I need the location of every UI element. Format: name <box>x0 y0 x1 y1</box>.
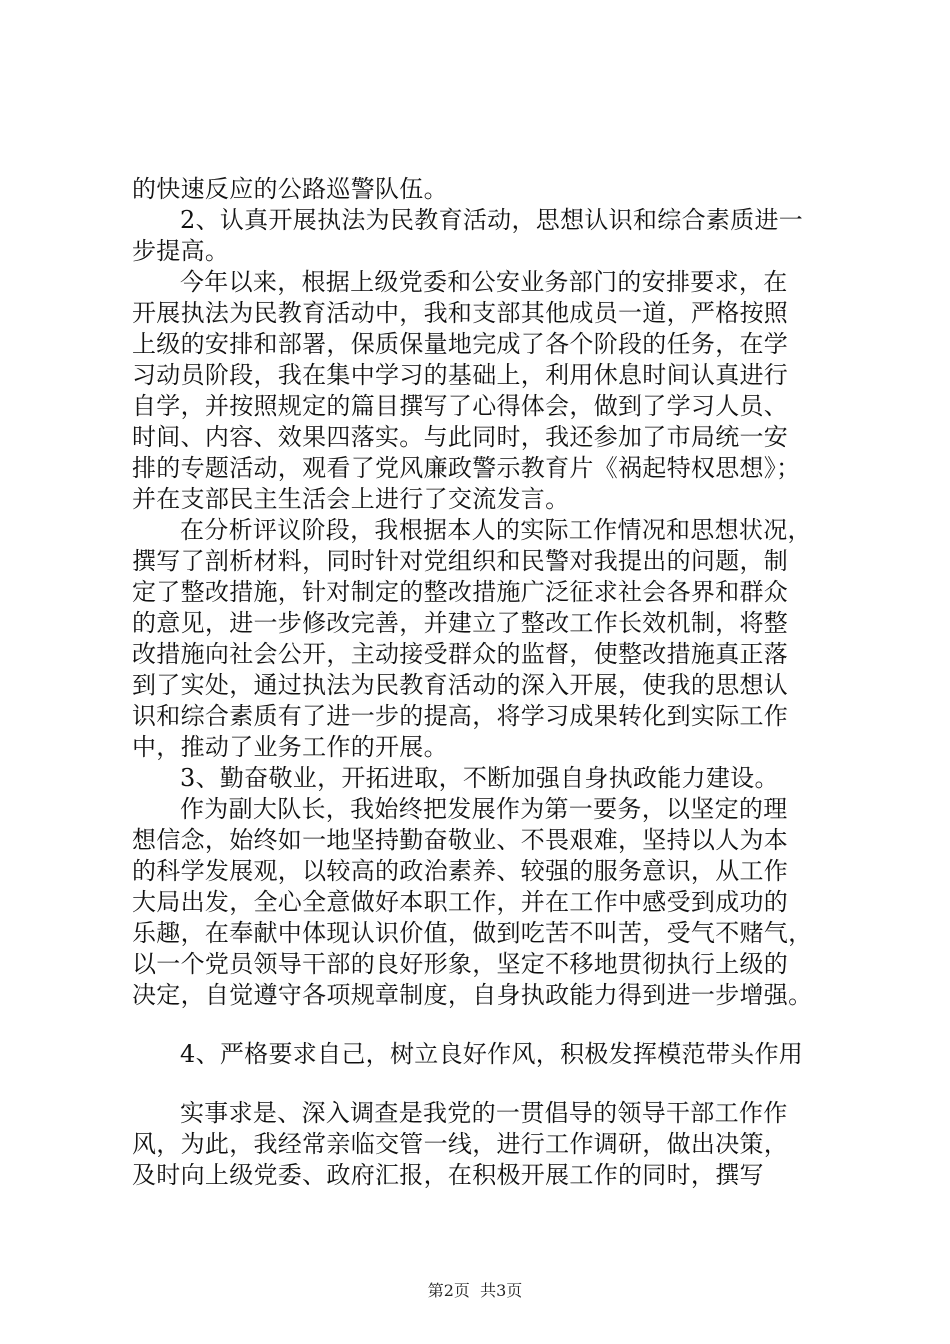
section-heading: 4、严格要求自己，树立良好作风，积极发挥模范带头作用 <box>180 1040 804 1068</box>
text-line: 决定，自觉遵守各项规章制度，自身执政能力得到进一步增强。 <box>132 981 813 1009</box>
text-line: 改措施向社会公开，主动接受群众的监督，使整改措施真正落 <box>132 640 789 668</box>
text-line: 撰写了剖析材料，同时针对党组织和民警对我提出的问题，制 <box>132 547 789 575</box>
text-line: 时间、内容、效果四落实。与此同时，我还参加了市局统一安 <box>132 423 789 451</box>
text-line: 大局出发，全心全意做好本职工作，并在工作中感受到成功的 <box>132 888 789 916</box>
text-line: 及时向上级党委、政府汇报，在积极开展工作的同时，撰写 <box>132 1161 764 1189</box>
text-line: 步提高。 <box>132 237 230 265</box>
text-line: 的快速反应的公路巡警队伍。 <box>132 175 448 203</box>
paragraph-start: 实事求是、深入调查是我党的一贯倡导的领导干部工作作 <box>180 1099 788 1127</box>
text-line: 想信念，始终如一地坚持勤奋敬业、不畏艰难，坚持以人为本 <box>132 826 789 854</box>
section-heading: 3、勤奋敬业，开拓进取，不断加强自身执政能力建设。 <box>180 764 779 792</box>
spacer <box>132 1011 832 1039</box>
section-heading: 2、认真开展执法为民教育活动，思想认识和综合素质进一 <box>180 206 804 234</box>
text-line: 的科学发展观，以较高的政治素养、较强的服务意识，从工作 <box>132 857 789 885</box>
text-line: 到了实处，通过执法为民教育活动的深入开展，使我的思想认 <box>132 671 789 699</box>
paragraph-start: 在分析评议阶段，我根据本人的实际工作情况和思想状况， <box>180 516 812 544</box>
text-line: 排的专题活动，观看了党风廉政警示教育片《祸起特权思想》； <box>132 454 801 482</box>
text-line: 上级的安排和部署，保质保量地完成了各个阶段的任务，在学 <box>132 330 789 358</box>
text-line: 习动员阶段，我在集中学习的基础上，利用休息时间认真进行 <box>132 361 789 389</box>
text-line: 开展执法为民教育活动中，我和支部其他成员一道，严格按照 <box>132 299 789 327</box>
text-line: 风，为此，我经常亲临交管一线，进行工作调研，做出决策， <box>132 1130 789 1158</box>
text-line: 的意见，进一步修改完善，并建立了整改工作长效机制，将整 <box>132 609 789 637</box>
text-line: 乐趣，在奉献中体现认识价值，做到吃苦不叫苦，受气不赌气， <box>132 919 813 947</box>
text-line: 自学，并按照规定的篇目撰写了心得体会，做到了学习人员、 <box>132 392 789 420</box>
text-line: 以一个党员领导干部的良好形象，坚定不移地贯彻执行上级的 <box>132 950 789 978</box>
text-line: 并在支部民主生活会上进行了交流发言。 <box>132 485 570 513</box>
spacer <box>132 1070 832 1098</box>
text-line: 识和综合素质有了进一步的提高，将学习成果转化到实际工作 <box>132 702 789 730</box>
text-line: 定了整改措施，针对制定的整改措施广泛征求社会各界和群众 <box>132 578 789 606</box>
document-body <box>132 174 832 1191</box>
paragraph-start: 作为副大队长，我始终把发展作为第一要务，以坚定的理 <box>180 795 788 823</box>
page-number-footer: 第2页 共3页 <box>427 1281 523 1300</box>
text-line: 中，推动了业务工作的开展。 <box>132 733 448 761</box>
paragraph-start: 今年以来，根据上级党委和公安业务部门的安排要求，在 <box>180 268 788 296</box>
